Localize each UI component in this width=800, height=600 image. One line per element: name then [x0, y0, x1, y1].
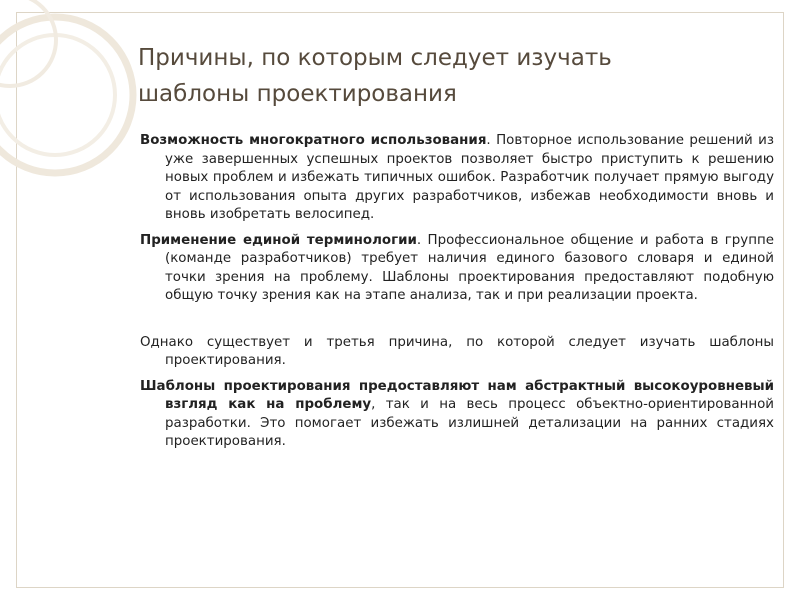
title-line-1: Причины, по которым следует изучать [138, 45, 612, 71]
slide-body [140, 132, 774, 459]
slide-title [138, 40, 758, 112]
paragraph-text: , так и на весь процесс объектно-ориентированной разработки. Это помогает избежать излишней детализации на ранних стадиях проектирования. [165, 397, 774, 449]
paragraph-text: . Повторное использование решений из уже завершенных успешных проектов позволяет быстро приступить к решению новых проблем и избежать типичных ошибок. Разработчик получает прямую выгоду от использования опыта других разработчиков, избежав необходимости вновь и вновь изобретать велосипед. [165, 133, 774, 222]
title-line-2: шаблоны проектирования [138, 81, 457, 107]
paragraph-third-reason [140, 334, 774, 371]
paragraph-abstraction [140, 378, 774, 452]
paragraph-reuse [140, 132, 774, 225]
paragraph-terminology [140, 232, 774, 306]
paragraph-text: Однако существует и третья причина, по которой следует изучать шаблоны проектирования. [140, 334, 774, 368]
paragraph-lead: Шаблоны проектирования предоставляют нам абстрактный высокоуровневый взгляд как на проблему [140, 378, 774, 412]
paragraph-lead: Применение единой терминологии [140, 232, 417, 248]
paragraph-lead: Возможность многократного использования [140, 133, 487, 148]
paragraph-text: . Профессиональное общение и работа в группе (команде разработчиков) требует наличия единого базового словаря и единой точки зрения на проблему. Шаблоны проектирования предоставляют подобную общую точку зрения как на этапе анализа, так и при реализации проекта. [165, 232, 774, 303]
